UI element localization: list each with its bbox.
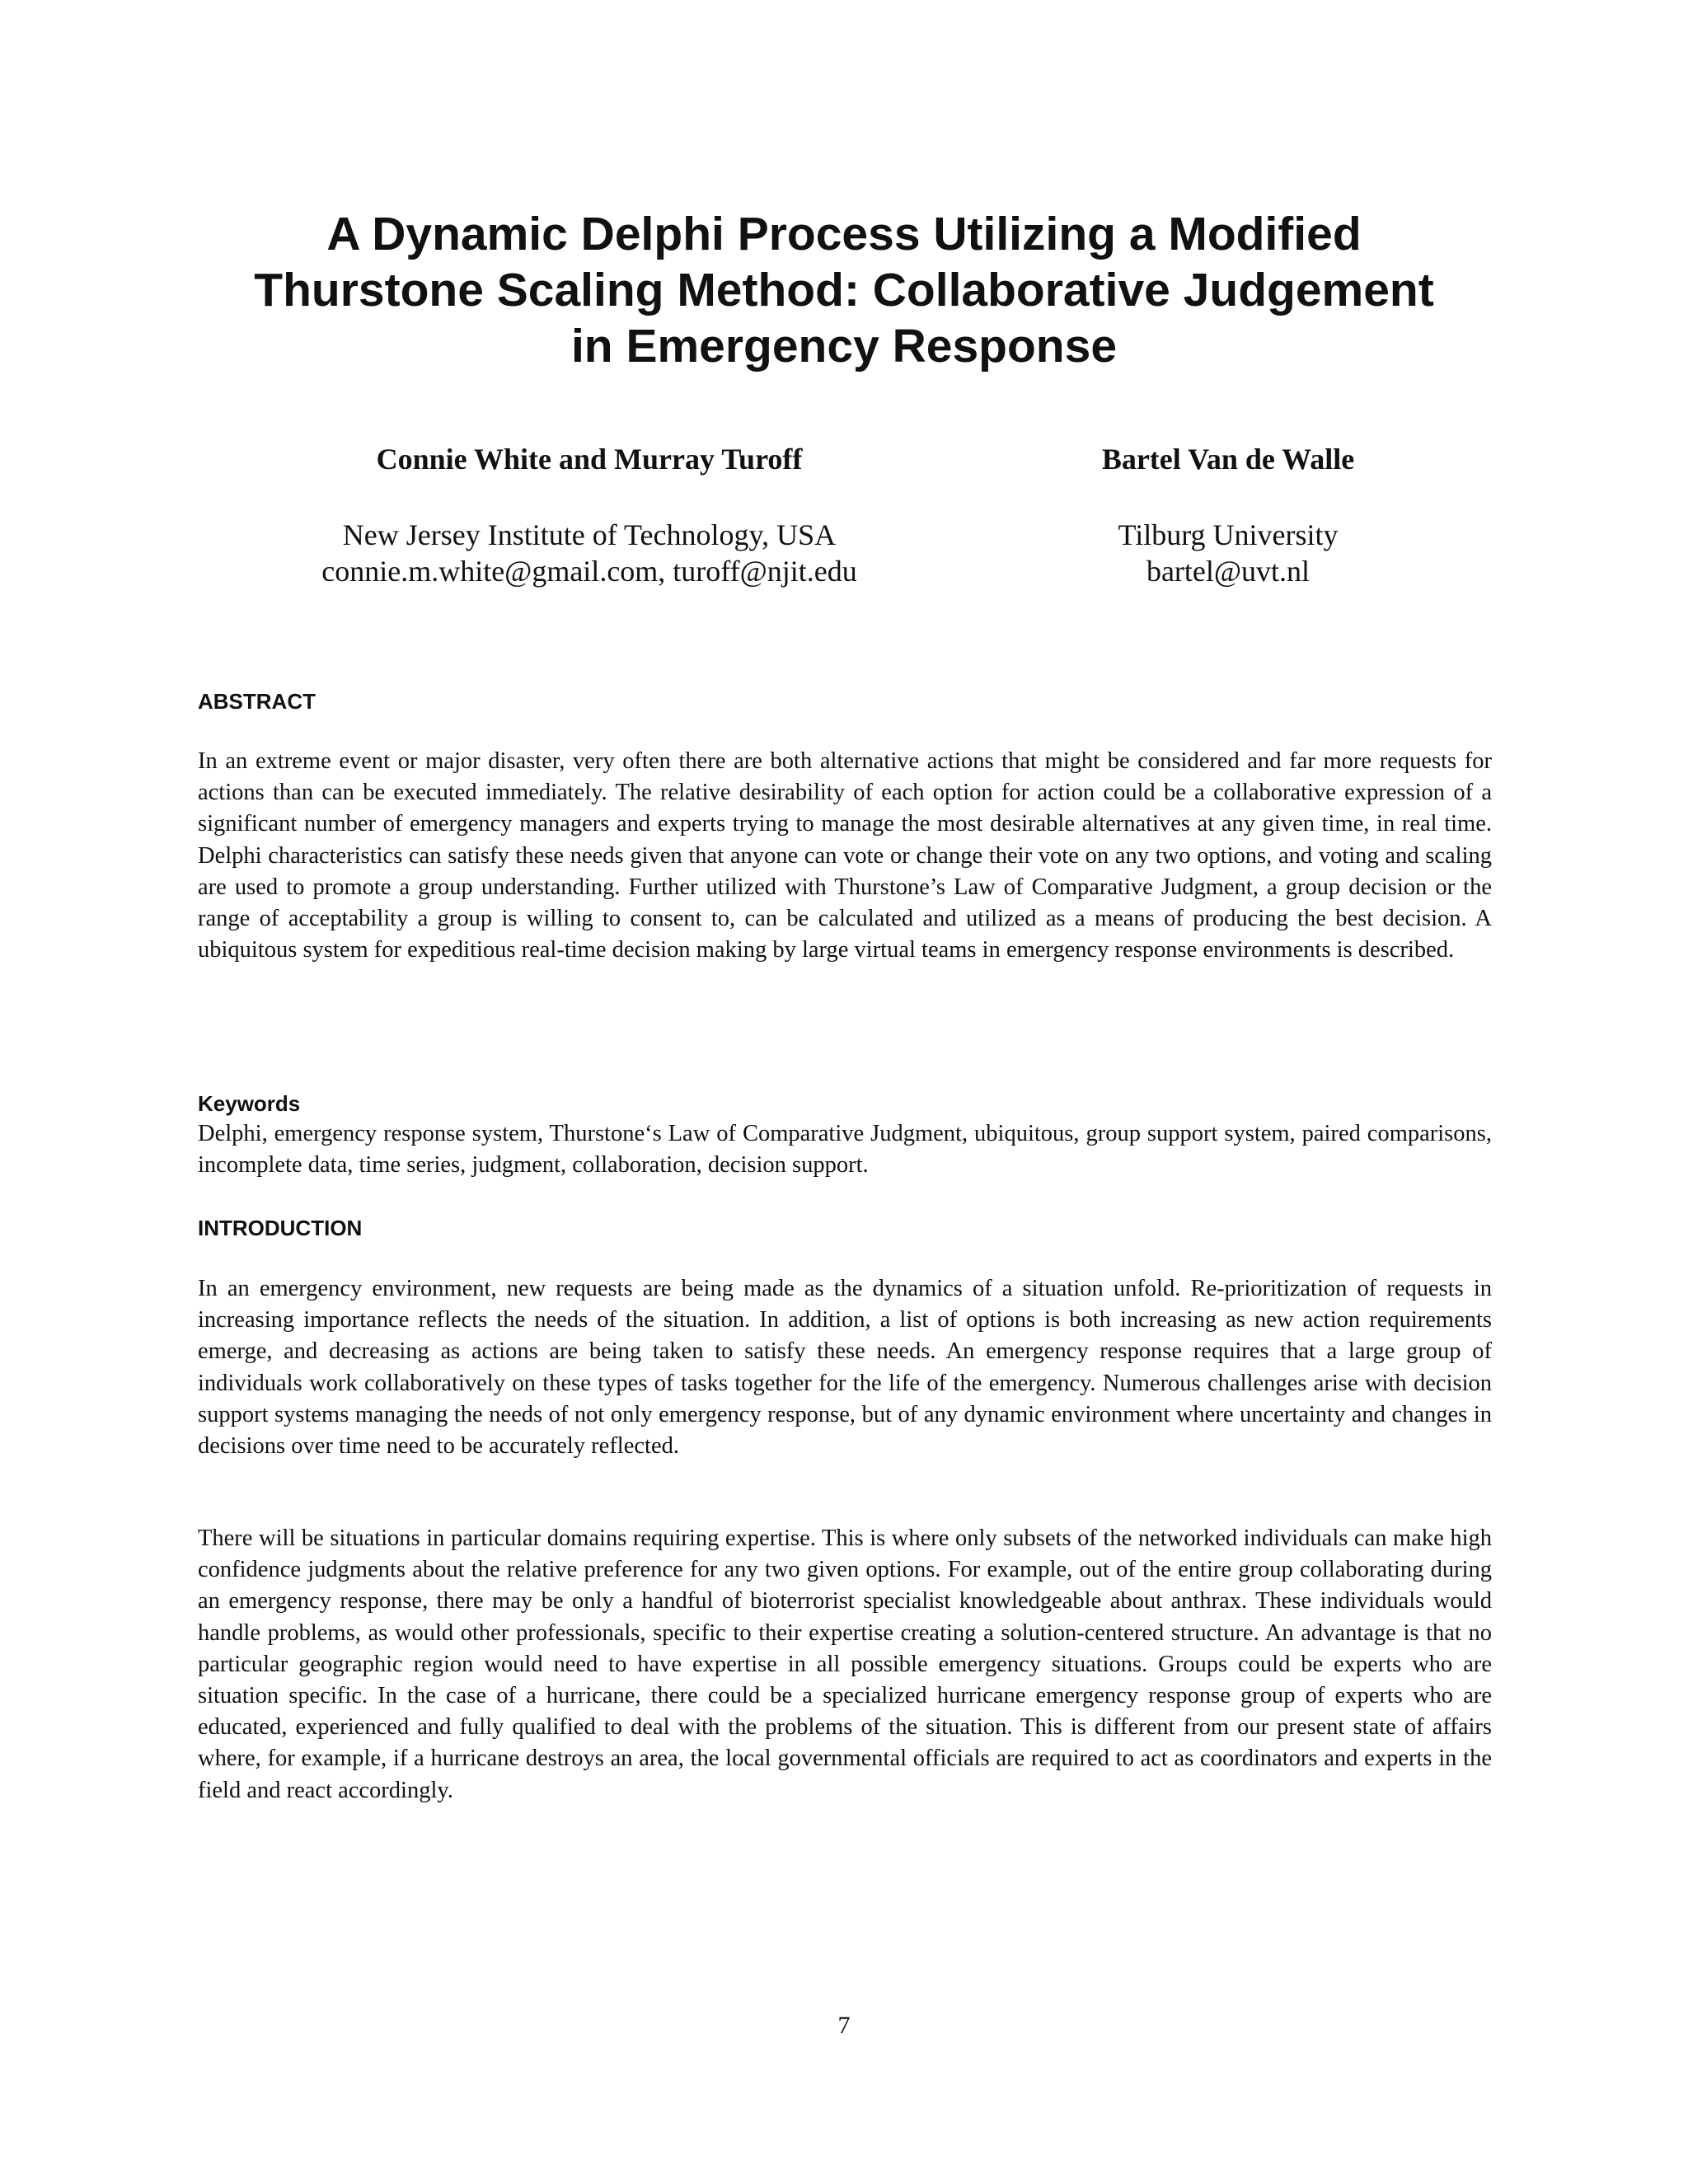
- introduction-heading: INTRODUCTION: [198, 1216, 363, 1240]
- author-block-njit: [247, 441, 931, 589]
- author-email: connie.m.white@gmail.com, turoff@njit.edu: [321, 555, 857, 588]
- affiliation-block: [973, 517, 1484, 589]
- keywords-heading: Keywords: [198, 1091, 301, 1116]
- title-line: Thurstone Scaling Method: Collaborative Judgement: [254, 264, 1434, 316]
- author-email: bartel@uvt.nl: [1146, 555, 1311, 588]
- introduction-paragraph-1: In an emergency environment, new requests are being made as the dynamics of a situation unfold. Re-prioritization of requests in increasing importance reflects the needs of the situation. In addition, a list of options is both increasing as new action requirements emerge, and decreasing as actions are being taken to satisfy these needs. An emergency response requires that a large group of individuals work collaboratively on these types of tasks together for the life of the emergency. Numerous challenges arise with decision support systems managing the needs of not only emergency response, but of any dynamic environment where uncertainty and changes in decisions over time need to be accurately reflected.: [198, 1276, 1492, 1460]
- affiliation-institution: New Jersey Institute of Technology, USA: [342, 518, 837, 551]
- author-names: Bartel Van de Walle: [1101, 443, 1355, 476]
- author-names: Connie White and Murray Turoff: [376, 443, 803, 476]
- author-block-tilburg: [973, 441, 1484, 589]
- introduction-paragraph-2: There will be situations in particular domains requiring expertise. This is where only subsets of the networked individuals can make high confidence judgments about the relative preference for any two given options. For example, out of the entire group collaborating during an emergency response, there may be only a handful of bioterrorist specialist knowledgeable about anthrax. These individuals would handle problems, as would other professionals, specific to their expertise creating a solution-centered structure. An advantage is that no particular geographic region would need to have expertise in all possible emergency situations. Groups could be experts who are situation specific. In the case of a hurricane, there could be a specialized hurricane emergency response group of experts who are educated, experienced and fully qualified to deal with the problems of the situation. This is different from our present state of affairs where, for example, if a hurricane destroys an area, the local governmental officials are required to act as coordinators and experts in the field and react accordingly.: [198, 1526, 1492, 1803]
- title-line: A Dynamic Delphi Process Utilizing a Modified: [326, 208, 1362, 260]
- page-number: 7: [837, 2012, 851, 2039]
- title-line: in Emergency Response: [570, 320, 1118, 373]
- affiliation-institution: Tilburg University: [1118, 518, 1339, 551]
- abstract-text: In an extreme event or major disaster, very often there are both alternative actions that might be considered and far more requests for actions than can be executed immediately. The relative desirability of each option for action could be a collaborative expression of a significant number of emergency managers and experts trying to manage the most desirable alternatives at any given time, in real time. Delphi characteristics can satisfy these needs given that anyone can vote or change their vote on any two options, and voting and scaling are used to promote a group understanding. Further utilized with Thurstone’s Law of Comparative Judgment, a group decision or the range of acceptability a group is willing to consent to, can be calculated and utilized as a means of producing the best decision. A ubiquitous system for expeditious real-time decision making by large virtual teams in emergency response environments is described.: [198, 748, 1492, 963]
- paper-title: [148, 206, 1540, 374]
- affiliation-block: [247, 517, 931, 589]
- abstract-heading: ABSTRACT: [198, 689, 316, 714]
- keywords-text: Delphi, emergency response system, Thurstone‘s Law of Comparative Judgment, ubiquitous, group support system, paired comparisons, incomplete data, time series, judgment, collaboration, decision support.: [198, 1121, 1492, 1179]
